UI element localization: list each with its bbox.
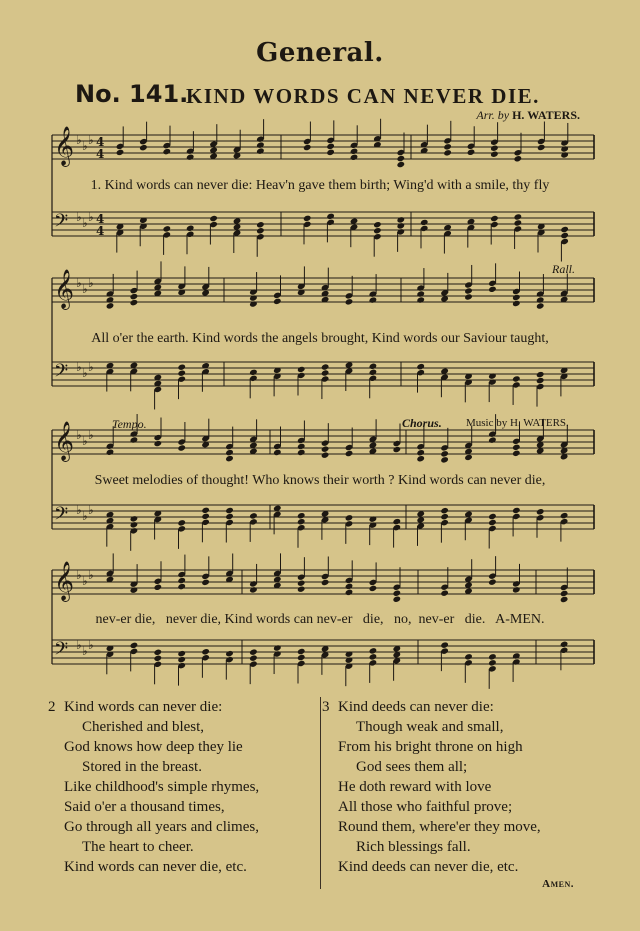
- verse-line: The heart to cheer.: [82, 839, 194, 855]
- flat-icon: ♭: [82, 282, 88, 296]
- note-head: [345, 583, 354, 590]
- note-head: [321, 451, 330, 458]
- note-head: [130, 436, 139, 443]
- verse-line: Like childhood's simple rhymes,: [64, 779, 260, 795]
- lyric-line-1: 1. Kind words can never die: Heav'n gave them birth; Wing'd with a smile, thy fly: [90, 178, 550, 193]
- flat-icon: ♭: [76, 360, 82, 374]
- note-head: [130, 299, 139, 306]
- note-head: [154, 584, 163, 591]
- note-head: [536, 371, 545, 378]
- note-head: [297, 366, 306, 373]
- verse-line: God knows how deep they lie: [64, 739, 243, 755]
- note-head: [256, 141, 265, 148]
- note-head: [249, 369, 258, 376]
- note-head: [488, 653, 497, 660]
- note-head: [225, 449, 234, 456]
- note-head: [163, 148, 172, 155]
- note-head: [225, 513, 234, 520]
- note-head: [369, 653, 378, 660]
- note-head: [116, 149, 125, 156]
- time-signature-icon: 4: [96, 135, 105, 149]
- note-head: [177, 583, 186, 590]
- flat-icon: ♭: [82, 644, 88, 658]
- note-head: [345, 298, 354, 305]
- note-head: [488, 436, 497, 443]
- chorus-marking: Chorus.: [402, 416, 442, 430]
- flat-icon: ♭: [88, 568, 94, 582]
- note-head: [416, 290, 425, 297]
- note-head: [443, 149, 452, 156]
- note-head: [490, 215, 499, 222]
- note-head: [440, 450, 449, 457]
- verse-line: Kind deeds can never die:: [338, 699, 494, 715]
- note-head: [369, 647, 378, 654]
- flat-icon: ♭: [76, 210, 82, 224]
- verse-line: God sees them all;: [356, 759, 468, 775]
- verse-line: Go through all years and climes,: [64, 819, 259, 835]
- verse-divider: [320, 697, 321, 889]
- note-head: [373, 227, 382, 234]
- note-head: [273, 298, 282, 305]
- note-head: [467, 149, 476, 156]
- note-head: [440, 590, 449, 597]
- note-head: [514, 155, 523, 162]
- note-head: [488, 578, 497, 585]
- note-head: [560, 641, 569, 648]
- note-head: [154, 655, 163, 662]
- note-head: [321, 445, 330, 452]
- flat-icon: ♭: [82, 434, 88, 448]
- note-head: [177, 650, 186, 657]
- verse-3: [322, 697, 541, 877]
- flat-icon: ♭: [88, 638, 94, 652]
- note-head: [273, 644, 282, 651]
- note-head: [154, 440, 163, 447]
- note-head: [464, 653, 473, 660]
- lyric-line-4: nev-er die, never die, Kind words can nev-er die, no, nev-er die. A-MEN.: [95, 612, 545, 627]
- note-head: [321, 579, 330, 586]
- note-head: [201, 507, 210, 514]
- note-head: [225, 507, 234, 514]
- note-head: [130, 515, 139, 522]
- note-head: [225, 455, 234, 462]
- section-title: General.: [256, 38, 384, 68]
- note-head: [440, 456, 449, 463]
- hymn-title: KIND WORDS CAN NEVER DIE.: [186, 84, 540, 108]
- note-head: [393, 446, 402, 453]
- note-head: [416, 455, 425, 462]
- treble-clef-icon: 𝄞: [54, 126, 75, 166]
- time-signature-icon: 4: [96, 212, 105, 226]
- note-head: [464, 293, 473, 300]
- verse-line: Cherished and blest,: [82, 719, 205, 735]
- note-head: [256, 147, 265, 154]
- note-head: [273, 449, 282, 456]
- note-head: [560, 590, 569, 597]
- note-head: [536, 508, 545, 515]
- note-head: [514, 213, 523, 220]
- note-head: [488, 519, 497, 526]
- note-head: [326, 143, 335, 150]
- arranger-prefix: Arr. by: [476, 108, 510, 122]
- note-head: [440, 641, 449, 648]
- flat-icon: ♭: [82, 139, 88, 153]
- note-head: [321, 369, 330, 376]
- note-head: [488, 659, 497, 666]
- flat-icon: ♭: [82, 366, 88, 380]
- note-head: [249, 512, 258, 519]
- note-head: [397, 216, 406, 223]
- time-signature-icon: 4: [96, 224, 105, 238]
- verse-line: Round them, where'er they move,: [338, 819, 541, 835]
- flat-icon: ♭: [82, 216, 88, 230]
- note-head: [177, 364, 186, 371]
- note-head: [249, 586, 258, 593]
- bass-clef-icon: 𝄢: [54, 361, 69, 386]
- note-head: [560, 596, 569, 603]
- note-head: [512, 300, 521, 307]
- verse-line: Rich blessings fall.: [356, 839, 471, 855]
- note-head: [256, 221, 265, 228]
- lyric-line-2: All o'er the earth. Kind words the angels brought, Kind words our Saviour taught,: [91, 331, 549, 346]
- note-head: [537, 144, 546, 151]
- note-head: [464, 454, 473, 461]
- flat-icon: ♭: [76, 638, 82, 652]
- note-head: [512, 375, 521, 382]
- note-head: [106, 449, 115, 456]
- note-head: [393, 590, 402, 597]
- time-signature-icon: 4: [96, 147, 105, 161]
- note-head: [369, 515, 378, 522]
- note-head: [256, 227, 265, 234]
- note-head: [130, 521, 139, 528]
- chorus-credit: Music by H. WATERS.: [466, 417, 569, 429]
- note-head: [512, 507, 521, 514]
- note-head: [297, 443, 306, 450]
- note-head: [225, 650, 234, 657]
- note-head: [186, 225, 195, 232]
- note-head: [201, 648, 210, 655]
- note-head: [560, 145, 569, 152]
- verse-line: From his bright throne on high: [338, 739, 523, 755]
- verse-line: Said o'er a thousand times,: [64, 799, 225, 815]
- note-head: [488, 513, 497, 520]
- note-head: [512, 450, 521, 457]
- note-head: [416, 449, 425, 456]
- note-head: [303, 144, 312, 151]
- note-head: [560, 512, 569, 519]
- flat-icon: ♭: [76, 503, 82, 517]
- note-head: [536, 377, 545, 384]
- verse-line: Kind words can never die, etc.: [64, 859, 247, 875]
- note-head: [201, 579, 210, 586]
- note-head: [177, 370, 186, 377]
- note-head: [303, 215, 312, 222]
- note-head: [369, 296, 378, 303]
- note-head: [130, 642, 139, 649]
- note-head: [106, 296, 115, 303]
- flat-icon: ♭: [82, 574, 88, 588]
- flat-icon: ♭: [76, 568, 82, 582]
- note-head: [440, 513, 449, 520]
- note-head: [416, 296, 425, 303]
- note-head: [420, 219, 429, 226]
- note-head: [440, 507, 449, 514]
- note-head: [177, 444, 186, 451]
- note-head: [297, 586, 306, 593]
- note-head: [297, 449, 306, 456]
- note-head: [416, 363, 425, 370]
- bass-clef-icon: 𝄢: [54, 211, 69, 236]
- note-head: [373, 221, 382, 228]
- note-head: [512, 652, 521, 659]
- bass-clef-icon: 𝄢: [54, 639, 69, 664]
- note-head: [297, 654, 306, 661]
- note-head: [397, 222, 406, 229]
- note-head: [350, 148, 359, 155]
- note-head: [106, 302, 115, 309]
- verse-line: Though weak and small,: [356, 719, 504, 735]
- rall-marking: Rall.: [552, 262, 575, 276]
- flat-icon: ♭: [82, 509, 88, 523]
- verse-2-number: 2: [48, 699, 56, 715]
- verse-line: Kind words can never die:: [64, 699, 223, 715]
- note-head: [369, 369, 378, 376]
- note-head: [249, 294, 258, 301]
- note-head: [512, 586, 521, 593]
- flat-icon: ♭: [88, 503, 94, 517]
- note-head: [560, 226, 569, 233]
- note-head: [488, 286, 497, 293]
- flat-icon: ♭: [88, 133, 94, 147]
- note-head: [297, 518, 306, 525]
- note-head: [490, 145, 499, 152]
- flat-icon: ♭: [88, 210, 94, 224]
- note-head: [464, 287, 473, 294]
- note-head: [345, 514, 354, 521]
- note-head: [297, 512, 306, 519]
- verse-line: Stored in the breast.: [82, 759, 202, 775]
- note-head: [163, 225, 172, 232]
- note-head: [321, 363, 330, 370]
- note-head: [514, 219, 523, 226]
- amen-label: Amen.: [542, 878, 574, 890]
- flat-icon: ♭: [88, 276, 94, 290]
- note-head: [326, 213, 335, 220]
- treble-clef-icon: 𝄞: [54, 561, 75, 601]
- note-head: [397, 161, 406, 168]
- note-head: [209, 215, 218, 222]
- note-head: [350, 154, 359, 161]
- note-head: [345, 589, 354, 596]
- note-head: [560, 232, 569, 239]
- note-head: [201, 513, 210, 520]
- note-head: [297, 580, 306, 587]
- note-head: [186, 154, 195, 161]
- verse-line: Kind deeds can never die, etc.: [338, 859, 519, 875]
- note-head: [139, 144, 148, 151]
- flat-icon: ♭: [76, 276, 82, 290]
- note-head: [130, 293, 139, 300]
- verse-3-number: 3: [322, 699, 330, 715]
- note-head: [369, 363, 378, 370]
- tempo-marking: Tempo.: [112, 417, 147, 431]
- note-head: [397, 155, 406, 162]
- flat-icon: ♭: [76, 428, 82, 442]
- note-head: [393, 518, 402, 525]
- note-head: [345, 450, 354, 457]
- note-head: [369, 585, 378, 592]
- note-head: [297, 648, 306, 655]
- hymn-number: No. 141.: [75, 80, 189, 108]
- note-head: [536, 302, 545, 309]
- note-head: [512, 294, 521, 301]
- note-head: [249, 648, 258, 655]
- note-head: [443, 143, 452, 150]
- note-head: [249, 300, 258, 307]
- note-head: [177, 656, 186, 663]
- flat-icon: ♭: [88, 360, 94, 374]
- flat-icon: ♭: [88, 428, 94, 442]
- flat-icon: ♭: [76, 133, 82, 147]
- note-head: [560, 151, 569, 158]
- arranger-name: H. WATERS.: [512, 108, 580, 122]
- note-head: [154, 649, 163, 656]
- verse-line: All those who faithful prove;: [338, 799, 513, 815]
- verse-line: He doth reward with love: [338, 779, 492, 795]
- lyric-line-3: Sweet melodies of thought! Who knows their worth ? Kind words can never die,: [94, 473, 546, 488]
- note-head: [326, 149, 335, 156]
- note-head: [249, 654, 258, 661]
- treble-clef-icon: 𝄞: [54, 269, 75, 309]
- treble-clef-icon: 𝄞: [54, 421, 75, 461]
- note-head: [177, 519, 186, 526]
- note-head: [490, 151, 499, 158]
- note-head: [177, 577, 186, 584]
- note-head: [512, 444, 521, 451]
- bass-clef-icon: 𝄢: [54, 504, 69, 529]
- note-head: [536, 296, 545, 303]
- verse-2: [48, 697, 260, 877]
- note-head: [488, 372, 497, 379]
- note-head: [393, 596, 402, 603]
